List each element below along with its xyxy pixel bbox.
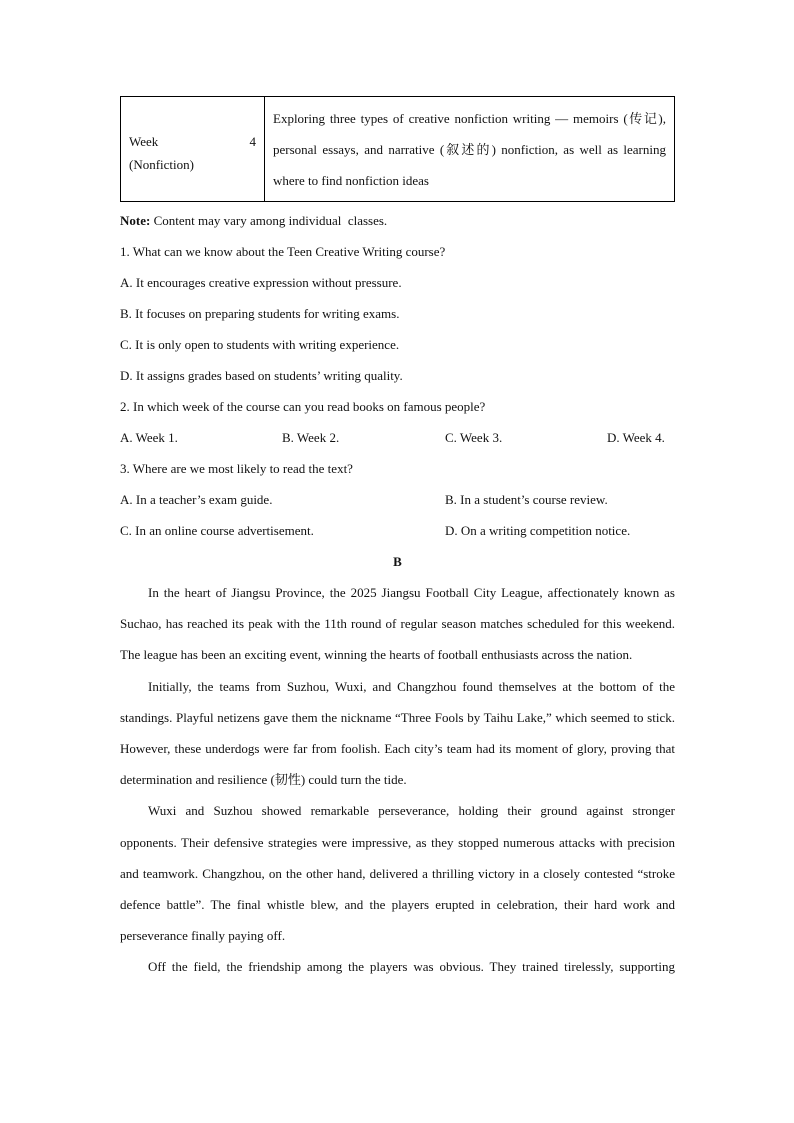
note-label: Note: [120,213,151,228]
week-description: Exploring three types of creative nonfiction writing — memoirs (传记), personal essays, and narrative (叙述的) nonfiction, as well as learning where to find nonfiction ideas [265,97,675,202]
paragraph-3: Wuxi and Suzhou showed remarkable perseverance, holding their ground against stronger opponents. Their defensive strategies were impressive, as they stopped numerous attacks with precision and teamwork. Changzhou, on the other hand, delivered a thrilling victory in a closely contested “stroke defence battle”. The final whistle blew, and the players erupted in celebration, their hard work and perseverance finally paying off. [120,803,675,944]
week-type: (Nonfiction) [129,156,194,172]
q3-option-c: C. In an online course advertisement. [120,523,314,538]
document-page [120,96,675,983]
table-row [121,97,675,202]
q2-options [120,422,675,453]
note-text: Content may vary among individual classes. [150,213,388,228]
week-cell [121,97,265,202]
q2-option-b: B. Week 2. [282,430,340,445]
q1-option-c: C. It is only open to students with writing experience. [120,337,400,352]
paragraph-1: In the heart of Jiangsu Province, the 2025 Jiangsu Football City League, affectionately known as Suchao, has reached its peak with the 11th round of regular season matches scheduled for this weekend. The league has been an exciting event, winning the hearts of football enthusiasts across the nation. [120,585,675,663]
q1-option-b: B. It focuses on preparing students for writing exams. [120,306,400,321]
question-1-stem: 1. What can we know about the Teen Creative Writing course? [120,244,446,259]
course-schedule-table [120,96,675,202]
q3-options [120,484,675,546]
q2-option-d: D. Week 4. [607,430,665,445]
week-label: Week [129,133,159,149]
note [120,205,675,236]
section-heading: B [393,554,402,569]
q3-option-a: A. In a teacher’s exam guide. [120,492,273,507]
q3-option-b: B. In a student’s course review. [445,492,608,507]
question-3-stem: 3. Where are we most likely to read the text? [120,461,353,476]
paragraph-4: Off the field, the friendship among the players was obvious. They trained tirelessly, supporting [148,959,675,975]
q2-option-c: C. Week 3. [445,430,503,445]
week-number: 4 [249,133,256,149]
q2-option-a: A. Week 1. [120,430,178,445]
q3-option-d: D. On a writing competition notice. [445,523,631,538]
paragraph-2: Initially, the teams from Suzhou, Wuxi, and Changzhou found themselves at the bottom of the standings. Playful netizens gave them the nickname “Three Fools by Taihu Lake,” which seemed to stick. However, these underdogs were far from foolish. Each city’s team had its moment of glory, proving that determination and resilience (韧性) could turn the tide. [120,678,675,788]
question-2-stem: 2. In which week of the course can you read books on famous people? [120,399,486,414]
q1-option-a: A. It encourages creative expression without pressure. [120,275,402,290]
q1-option-d: D. It assigns grades based on students’ writing quality. [120,368,403,383]
